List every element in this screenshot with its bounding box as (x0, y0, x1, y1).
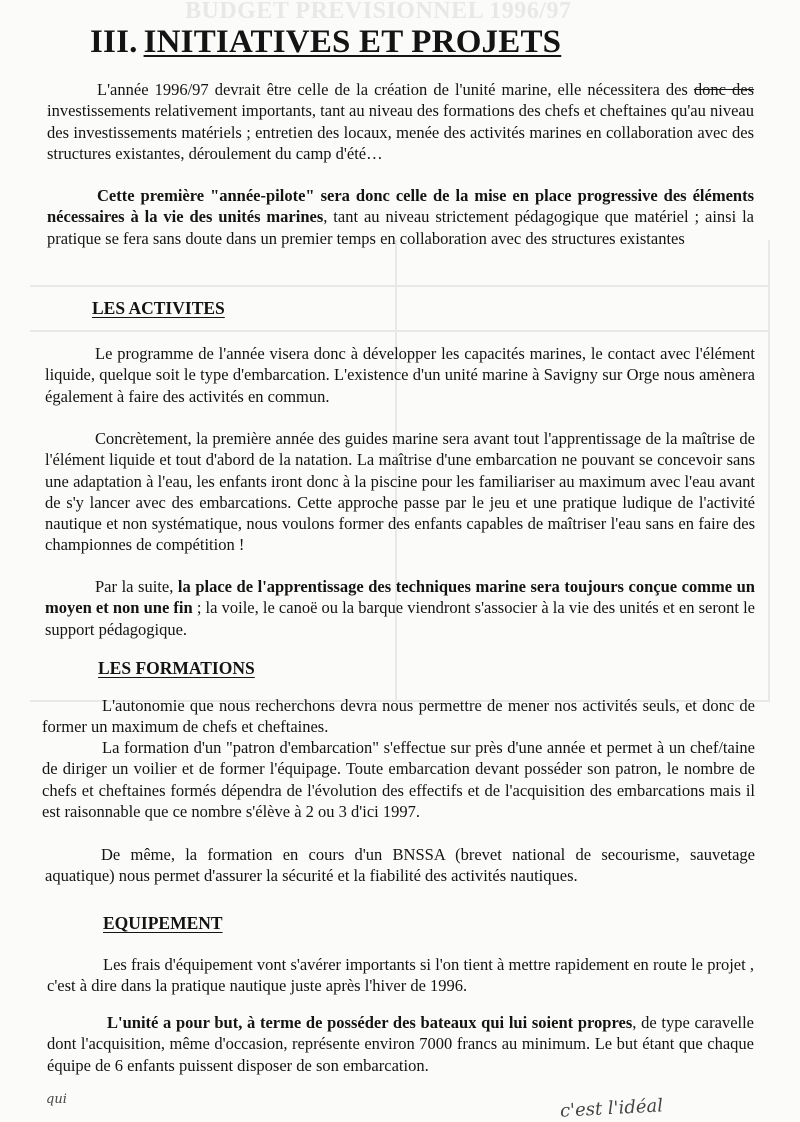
formations-paragraph-3 (45, 844, 755, 887)
formations-text-1: L'autonomie que nous recherchons devra nous permettre de mener nos activités seuls, et donc de former un maximum de chefs et cheftaines. (42, 696, 755, 737)
page-title (90, 24, 561, 61)
intro-paragraph-1 (47, 79, 754, 164)
heading-activites: LES ACTIVITES (92, 298, 225, 318)
equipement-paragraph-2 (47, 1012, 754, 1076)
intro-paragraph-2 (47, 185, 754, 249)
section-title: INITIATIVES ET PROJETS (143, 24, 562, 60)
handwritten-bottom-note: c'est l'idéal (559, 1095, 664, 1122)
intro-bold-text: Cette première "année-pilote" sera donc celle de la mise en place progressive des éléments nécessaires à la vie des unités marines (47, 186, 754, 227)
equipement-text-1: Les frais d'équipement vont s'avérer importants si l'on tient à mettre rapidement en route le projet , c'est à dire dans la pratique nautique juste après l'hiver de 1996. (47, 955, 754, 996)
activites-text-3b: ; la voile, le canoë ou la barque viendront s'associer à la vie des unités et en seront le support pédagogique. (45, 598, 755, 639)
formations-paragraph-2 (42, 737, 755, 822)
equipement-text-rest: , de type caravelle dont l'acquisition, même d'occasion, représente environ 7000 francs au minimum. Le but étant que chaque équipe de 6 enfants puissent disposer de son embarcation. (47, 1013, 755, 1075)
formations-text-3: De même, la formation en cours d'un BNSSA (brevet national de secourisme, sauvetage aquatique) nous permet d'assurer la sécurité et la fiabilité des activités nautiques. (45, 845, 755, 886)
intro-text-rest: , tant au niveau strictement pédagogique que matériel ; ainsi la pratique se fera sans doute dans un premier temps en collaboration avec des structures existantes (47, 207, 754, 248)
activites-paragraph-3 (45, 576, 755, 640)
section-number: III. (90, 24, 138, 60)
handwritten-margin-note: qui (46, 1092, 67, 1107)
intro-text-b: investissements relativement importants, tant au niveau des formations des chefs et cheftaines qu'au niveau des investissements matériels ; entretien des locaux, menée des activités marines en collaboration avec des structures existantes, déroulement du camp d'été… (47, 101, 754, 163)
heading-equipement: EQUIPEMENT (103, 913, 223, 933)
activites-text-2: Concrètement, la première année des guides marine sera avant tout l'apprentissage de la maîtrise de l'élément liquide et tout d'abord de la natation. La maîtrise d'une embarcation ne pouvant se concevoir sans une adaptation à l'eau, les enfants iront donc à la piscine pour les familiariser au maximum avec l'eau avant de s'y lancer avec des embarcations. Cette approche passe par le jeu et une pratique ludique de l'activité nautique et non systématique, nous voulons former des enfants capables de maîtriser l'eau sans en faire des championnes de compétition ! (45, 429, 755, 555)
heading-formations: LES FORMATIONS (98, 658, 255, 678)
formations-text-2: La formation d'un "patron d'embarcation" s'effectue sur près d'une année et permet à un chef/taine de diriger un voilier et de former l'équipage. Toute embarcation devant posséder son patron, le nombre de chefs et cheftaines formés dépendra de l'évolution des effectifs et de l'acquisition des embarcations mais il est raisonnable que ce nombre s'élève à 2 ou 3 d'ici 1997. (42, 738, 755, 821)
activites-bold-text: la place de l'apprentissage des techniques marine sera toujours conçue comme un moyen et non une fin (45, 577, 755, 618)
activites-text-3a: Par la suite, (95, 577, 178, 596)
equipement-paragraph-1 (47, 954, 754, 997)
bleed-through-title: BUDGET PREVISIONNEL 1996/97 (185, 0, 572, 24)
formations-paragraph-1 (42, 695, 755, 738)
equipement-bold-text: L'unité a pour but, à terme de posséder des bateaux qui lui soient propres (107, 1013, 633, 1032)
activites-paragraph-1 (45, 343, 755, 407)
activites-paragraph-2 (45, 428, 755, 556)
intro-text-a: L'année 1996/97 devrait être celle de la création de l'unité marine, elle nécessitera des (97, 80, 688, 99)
activites-text-1: Le programme de l'année visera donc à développer les capacités marines, le contact avec l'élément liquide, quelque soit le type d'embarcation. L'existence d'un unité marine à Savigny sur Orge nous amènera également à faire des activités en commun. (45, 344, 755, 406)
intro-struck-words: donc des (693, 80, 755, 99)
